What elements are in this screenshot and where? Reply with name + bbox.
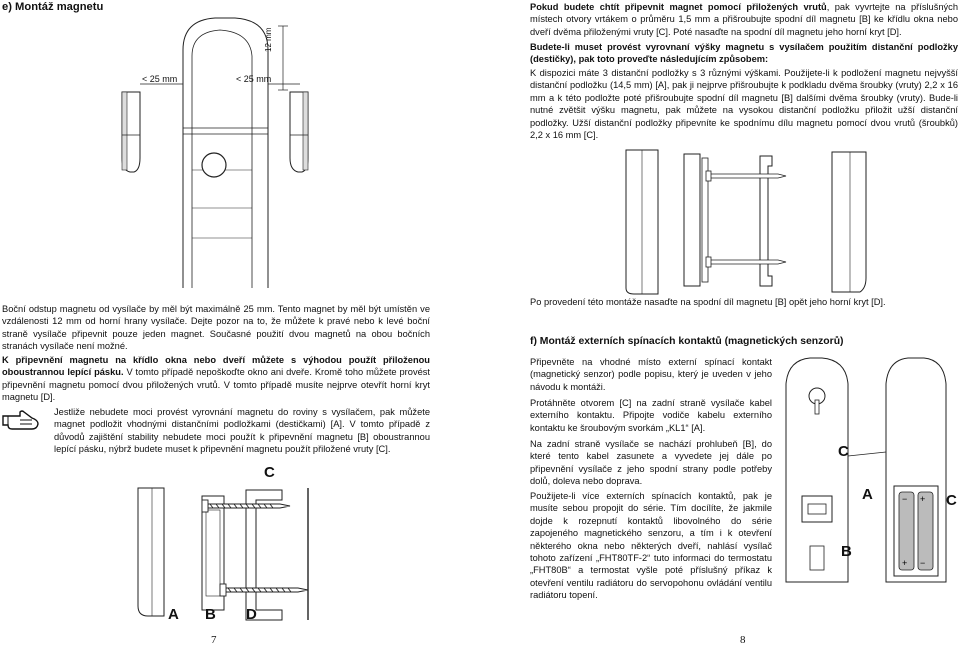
external-contact-paragraph-4: Použijete-li více externích spínacích kontaktů, pak je musíte sebou propojit do série. Tím docílíte, že jakmile dojde k rozepnutí kontaktů libovolného do série zapojeného magnetického senzoru, a tím i k otevření některého okna nebo některých dveří, nahlásí vysílač tohoto zařízení „FHT80TF-2“ tuto informaci do termostatu „FHT80B“ a termostat vyšle poté příslušný příkaz k otevření ventilu radiátoru do servopohonu ovládání ventilu radiátoru topení. [530, 491, 772, 601]
external-contact-paragraph-3: Na zadní straně vysílače se nachází prohlubeň [B], do které tento kabel zasunete a vyvedete jej dále po připevnění vysílače z jeho spodní strany podle potřeby dolů, doleva nebo doprava. [530, 439, 772, 487]
height-adjust-heading: Budete-li muset provést vyrovnaní výšky magnetu s vysílačem použitím distanční podložky (destičky), pak toto proveďte následujícím způsobem: [530, 42, 958, 65]
figure-label-c2-right: C [946, 492, 957, 509]
dimension-label-left: < 25 mm [142, 74, 178, 84]
transmitter-back-figure [782, 356, 960, 588]
screw-mount-paragraph [530, 1, 958, 38]
svg-text:−: − [920, 558, 926, 568]
dimension-label-vertical: 12 mm [264, 27, 273, 52]
screw-mount-rest: , pak vyvrtejte na příslušných místech otvory vrtákem o průměru 1,5 mm a přišroubujte spodní díl magnetu [B] ke křídlu okna nebo dveří dvěma přiloženými vruty [C]. Poté nasaďte na spodní díl magnetu jeho horní kryt [D]. [530, 2, 958, 37]
reattach-cover-paragraph: Po provedení této montáže nasaďte na spodní díl magnetu [B] opět jeho horní kryt [D]. [530, 297, 886, 307]
screw-mount-bold: Pokud budete chtít připevnit magnet pomocí přiložených vrutů [530, 2, 827, 12]
page-number-left: 7 [211, 634, 217, 646]
figure-label-b-right: B [841, 543, 852, 560]
external-contact-paragraph-1: Připevněte na vhodné místo externí spínací kontakt (magnetický senzor) podle popisu, který je uveden v jeho návodu k montáži. [530, 357, 772, 392]
magnet-distance-paragraph: Boční odstup magnetu od vysílače by měl být maximálně 25 mm. Tento magnet by měl být umístěn ve vzdálenosti 12 mm od horní hrany vysílače. Dejte pozor na to, že můžete k pravé nebo k levé boční straně vysílače připevnit pouze jeden magnet. Současné použití dvou magnetů na obou bočních stranách vysílače není možné. [2, 304, 430, 352]
dimension-label-right: < 25 mm [236, 74, 272, 84]
figure-label-a: A [168, 606, 179, 623]
magnet-tape-rest: V tomto případě nepoškoďte okno ani dveře. Kromě toho můžete provést připevnění magnetu pomocí dvou přiložených vrutů. V tomto případě musíte nejprve otevřít horní kryt magnetu [D]. [2, 367, 430, 403]
note-paragraph: Jestliže nebudete moci provést vyrovnání magnetu do roviny s vysílačem, pak můžete magnet podložit vhodnými distančními podložkami (destičkami) [A]. V tomto případě z důvodů zajištění stability nebudete moci použít k připevnění magnetu [B] oboustrannou lepící pásku, nýbrž budete muset k připevnění magnetu použít přiložené vruty [C]. [54, 407, 430, 455]
page-number-right: 8 [740, 634, 746, 646]
svg-text:+: + [920, 494, 926, 504]
figure-label-d: D [246, 606, 257, 623]
spacer-instructions-paragraph: K dispozici máte 3 distanční podložky s 3 různými výškami. Použijete-li k podložení magnetu nejvyšší distanční podložku (14,5 mm) [A], pak ji nejprve přišroubujte k podkladu dvěma šroubky (vruty) 2,2 x 16 mm a k této podložte poté přišroubujte spodní díl magnetu [B] dalšími dvěma šroubky (vruty). Bude-li nutné zvětšit výšku magnetu, pak můžete na vysokou distanční podložku přiložit užší distanční podložky. Užší distanční podložky připevníte ke spodnímu dílu magnetu pomocí dvou vrutů (šroubků) 2,2 x 16 mm [C]. [530, 68, 958, 141]
spacer-stack-figure [620, 148, 870, 298]
magnet-tape-paragraph [2, 354, 430, 404]
figure-label-c: C [264, 464, 275, 481]
svg-text:−: − [902, 494, 908, 504]
magnet-placement-figure [100, 10, 320, 290]
magnet-tape-bold: K připevnění magnetu na křídlo okna nebo dveří můžete s výhodou použít přiloženou oboustrannou lepící pásku. [2, 355, 430, 378]
figure-label-b: B [205, 606, 216, 623]
figure-label-a-right: A [862, 486, 873, 503]
section-heading-e: e) Montáž magnetu [2, 1, 104, 13]
figure-label-c-right: C [838, 443, 849, 460]
external-contact-paragraph-2: Protáhněte otvorem [C] na zadní straně vysílače kabel externího kontaktu. Připojte vodiče kabelu externího kontaktu ke šroubovým svorkám „KL1“ [A]. [530, 398, 772, 433]
section-heading-f: f) Montáž externích spínacích kontaktů (magnetických senzorů) [530, 336, 844, 347]
pointing-hand-icon [2, 408, 40, 432]
svg-text:+: + [902, 558, 908, 568]
